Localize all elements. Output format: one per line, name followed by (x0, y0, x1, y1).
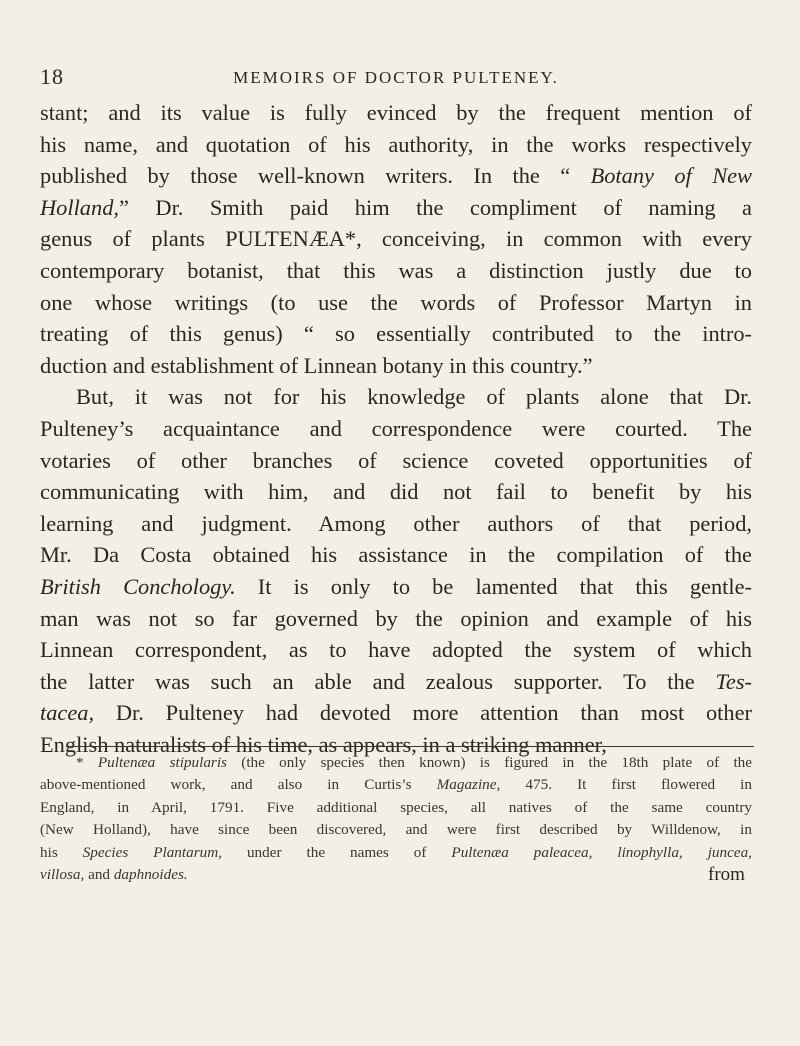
body-line (40, 255, 752, 287)
body-line (40, 476, 752, 508)
body-line (40, 287, 752, 319)
footnote-line (40, 797, 752, 819)
body-line (40, 539, 752, 571)
body-text-run: genus of plants PULTENÆA*, conceiving, in common with every (40, 226, 752, 252)
footnote-line (40, 864, 752, 886)
footnote-text-run: Species Plantarum, (82, 843, 222, 861)
footnote-text-run: * (76, 754, 98, 771)
body-line (40, 223, 752, 255)
body-text-run: contemporary botanist, that this was a distinction justly due to (40, 257, 752, 283)
body-line (40, 634, 752, 666)
body-text-run: man was not so far governed by the opinion and example of his (40, 605, 752, 631)
footnote-text-run: under the names of (221, 843, 452, 861)
body-line (40, 571, 752, 603)
body-text-run: tacea, (40, 700, 95, 726)
footnote-text-run: villosa, (40, 865, 85, 883)
body-text-run: It is only to be lamented that this gentle- (235, 573, 753, 599)
body-line (40, 129, 752, 161)
body-line (40, 381, 752, 413)
footnote-line (40, 752, 752, 774)
body-line (40, 445, 752, 477)
body-text-run: English naturalists of his time, as appears, in a striking manner, (40, 731, 607, 757)
footnote-rule (66, 746, 754, 747)
footnote-line (40, 819, 752, 841)
body-text-run: ” Dr. Smith paid him the compliment of naming a (119, 194, 752, 220)
body-line (40, 508, 752, 540)
body-line (40, 318, 752, 350)
footnote-text-run: Pultenæa stipularis (97, 754, 227, 771)
body-text-run: published by those well-known writers. In the “ (40, 163, 591, 189)
footnote-text-run: (the only species then known) is figured in the 18th plate of the (226, 754, 753, 771)
footnote-text-run: Pultenæa paleacea, linophylla, juncea, (451, 843, 752, 861)
body-text-run: Pulteney’s acquaintance and correspondence were courted. The (40, 415, 752, 441)
body-line (40, 413, 752, 445)
body-line (40, 603, 752, 635)
body-text-run: Dr. Pulteney had devoted more attention than most other (94, 700, 752, 726)
body-line (40, 697, 752, 729)
page-number: 18 (40, 64, 64, 89)
body-text-run: Holland, (40, 194, 119, 220)
footnote-text-run: daphnoides. (113, 865, 188, 883)
body-text-run: treating of this genus) “ so essentially contributed to the intro- (40, 321, 752, 347)
footnote-text-run: above-mentioned work, and also in Curtis’s (40, 776, 437, 794)
body-text-run: Tes- (715, 668, 752, 694)
footnote-text-run: and (84, 865, 114, 883)
body-text (40, 97, 752, 760)
body-line (40, 192, 752, 224)
body-line (40, 666, 752, 698)
body-text-run: But, it was not for his knowledge of plants alone that Dr. (76, 384, 752, 410)
body-text-run: Mr. Da Costa obtained his assistance in the compilation of the (40, 542, 752, 568)
body-line (40, 350, 752, 382)
body-text-run: Linnean correspondent, as to have adopted the system of which (40, 637, 752, 663)
footnote-line (40, 842, 752, 864)
body-line (40, 160, 752, 192)
body-text-run: learning and judgment. Among other authors of that period, (40, 510, 752, 536)
footnote-text-run: 475. It first flowered in (500, 776, 752, 794)
footnote-text-run: his (40, 843, 83, 861)
body-text-run: Botany of New (590, 163, 752, 189)
body-text-run: one whose writings (to use the words of Professor Martyn in (40, 289, 752, 315)
page-header (40, 64, 752, 94)
body-text-run: communicating with him, and did not fail to benefit by his (40, 479, 752, 505)
catchword: from (708, 864, 745, 885)
footnote-text-run: Magazine, (436, 776, 501, 794)
body-text-run: his name, and quotation of his authority, in the works respectively (40, 131, 752, 157)
running-title: MEMOIRS OF DOCTOR PULTENEY. (233, 68, 559, 87)
footnote-text-run: (New Holland), have since been discovered, and were first described by Willdenow, in (40, 821, 752, 839)
body-text-run: stant; and its value is fully evinced by the frequent mention of (40, 100, 752, 125)
body-line (40, 97, 752, 129)
body-text-run: duction and establishment of Linnean botany in this country.” (40, 352, 593, 378)
footnote-line (40, 774, 752, 796)
footnote-text-run: England, in April, 1791. Five additional species, all natives of the same country (40, 798, 752, 816)
body-text-run: votaries of other branches of science coveted opportunities of (40, 447, 752, 473)
body-text-run: British Conchology. (40, 573, 236, 599)
footnote (40, 752, 752, 886)
body-text-run: the latter was such an able and zealous supporter. To the (40, 668, 716, 694)
